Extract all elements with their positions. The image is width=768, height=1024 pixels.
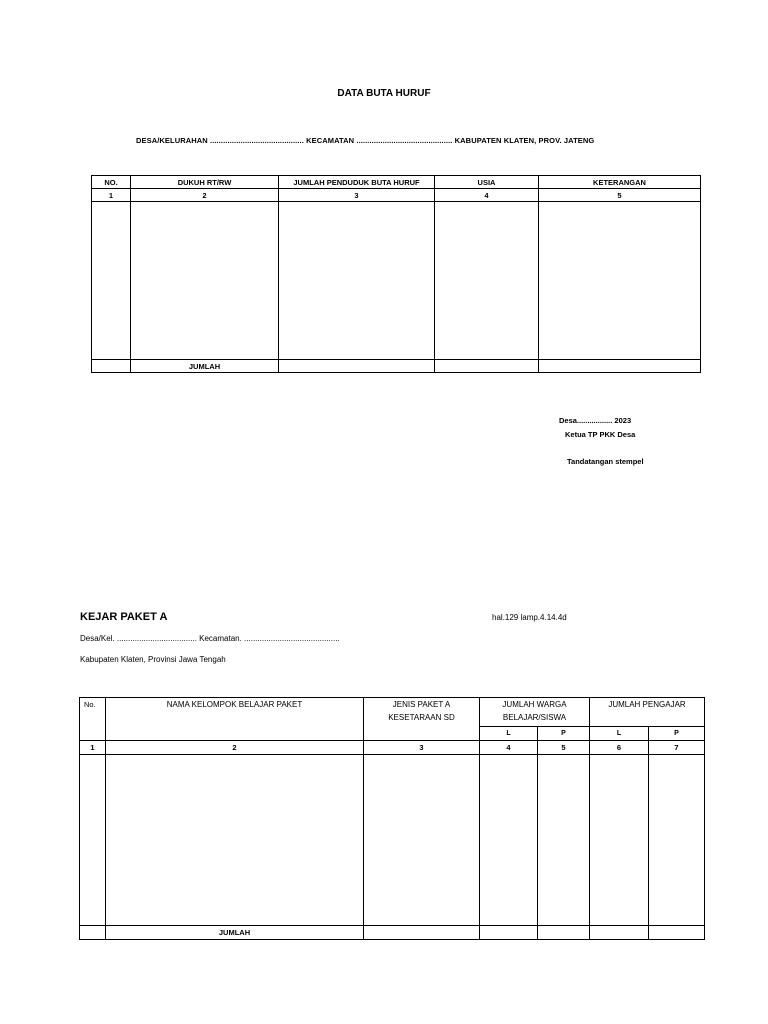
kejar-paket-table [79,697,705,940]
header-usia: USIA [435,176,539,189]
subheader-l: L [590,727,649,741]
table-body-row [92,202,701,360]
desa-kecamatan-line: Desa/Kel. .................................... Kecamatan. ........................................... [80,634,340,643]
signature-role: Ketua TP PKK Desa [565,430,636,439]
subheader-p: P [649,727,705,741]
subheader-p: P [538,727,590,741]
col-number: 2 [106,741,364,755]
header-jenis-paket: JENIS PAKET A KESETARAAN SD [364,698,480,741]
header-dukuh: DUKUH RT/RW [131,176,279,189]
total-row [80,926,705,940]
col-number: 3 [364,741,480,755]
col-number: 1 [92,189,131,202]
col-number: 1 [80,741,106,755]
empty-cell [538,755,590,926]
col-number: 5 [538,741,590,755]
empty-cell [480,926,538,940]
total-label: JUMLAH [131,360,279,373]
form1-title: DATA BUTA HURUF [337,88,431,99]
empty-cell [590,755,649,926]
empty-cell [435,360,539,373]
empty-cell [131,202,279,360]
empty-cell [539,360,701,373]
buta-huruf-table [91,175,701,373]
total-row [92,360,701,373]
empty-cell [649,755,705,926]
header-no: NO. [92,176,131,189]
empty-cell [539,202,701,360]
column-number-row [80,741,705,755]
col-number: 4 [435,189,539,202]
total-label: JUMLAH [106,926,364,940]
signature-date: Desa................. 2023 [559,416,632,425]
empty-cell [435,202,539,360]
header-no: No. [80,698,106,741]
table-body-row [80,755,705,926]
form2-title: KEJAR PAKET A [80,611,168,623]
empty-cell [480,755,538,926]
empty-cell [279,360,435,373]
form1-subtitle: DESA/KELURAHAN ........................................... KECAMATAN ............................................ KABUPATEN KLATEN, PROV. JATENG [136,136,595,145]
empty-cell [80,926,106,940]
subheader-l: L [480,727,538,741]
empty-cell [279,202,435,360]
empty-cell [92,202,131,360]
empty-cell [364,755,480,926]
header-jumlah-warga: JUMLAH WARGA BELAJAR/SISWA [480,698,590,727]
header-jumlah-pengajar: JUMLAH PENGAJAR [590,698,705,727]
empty-cell [106,755,364,926]
table-header-row [80,698,705,727]
col-number: 3 [279,189,435,202]
col-number: 2 [131,189,279,202]
header-keterangan: KETERANGAN [539,176,701,189]
signature-note: Tandatangan stempel [567,457,644,466]
empty-cell [364,926,480,940]
kabupaten-line: Kabupaten Klaten, Provinsi Jawa Tengah [80,655,226,664]
col-number: 5 [539,189,701,202]
empty-cell [80,755,106,926]
header-nama-kelompok: NAMA KELOMPOK BELAJAR PAKET [106,698,364,741]
empty-cell [92,360,131,373]
empty-cell [538,926,590,940]
col-number: 7 [649,741,705,755]
empty-cell [649,926,705,940]
empty-cell [590,926,649,940]
col-number: 4 [480,741,538,755]
page-reference: hal.129 lamp.4.14.4d [492,613,567,622]
table-header-row [92,176,701,189]
header-jumlah-penduduk: JUMLAH PENDUDUK BUTA HURUF [279,176,435,189]
col-number: 6 [590,741,649,755]
column-number-row [92,189,701,202]
